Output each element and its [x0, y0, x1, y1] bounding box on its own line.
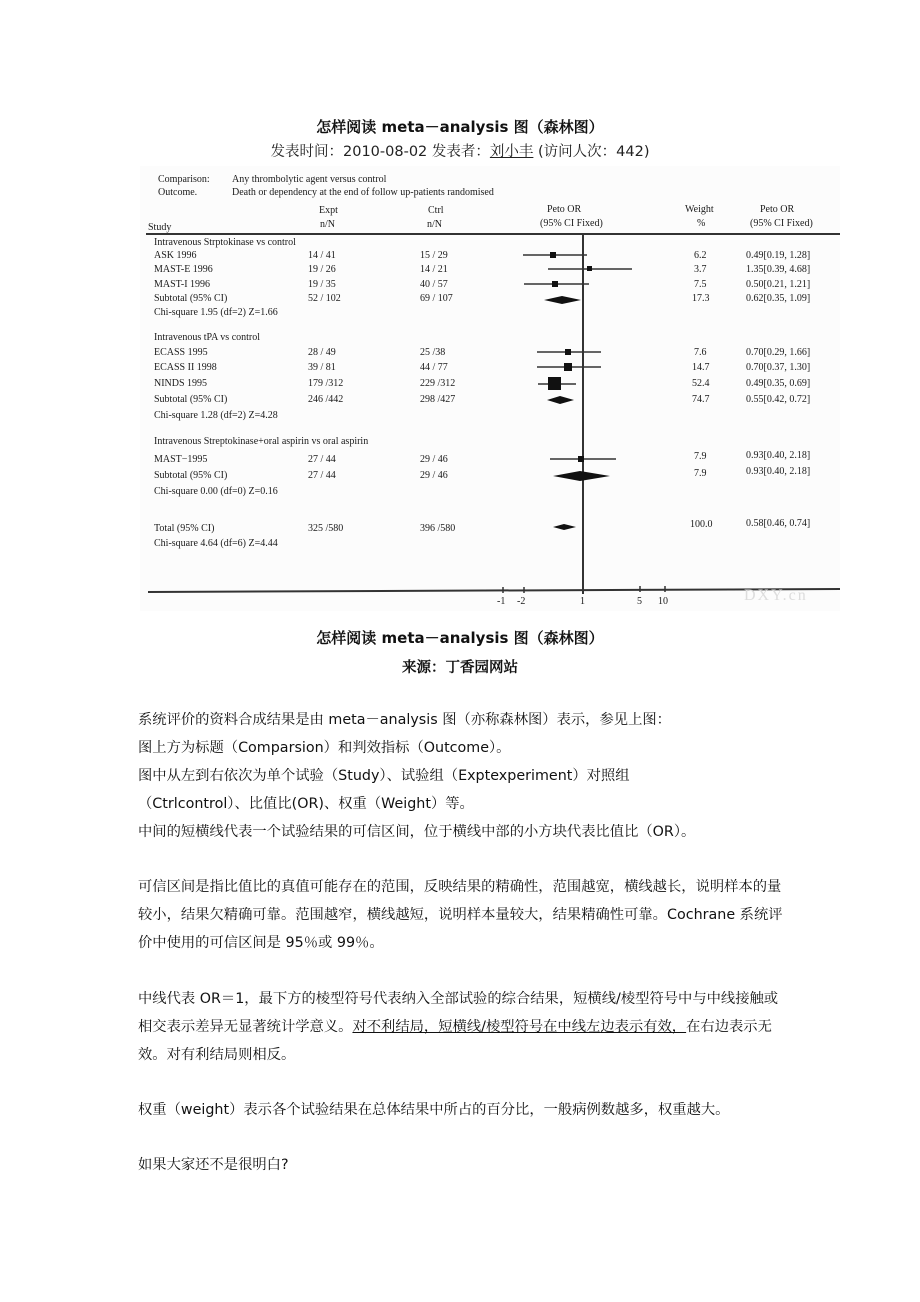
author-link[interactable]: 刘小丰 [489, 144, 534, 160]
comparison-label: Comparison: [158, 174, 210, 185]
or-value: 0.62[0.35, 1.09] [746, 293, 811, 304]
chi-square-text: Chi-square 1.28 (df=2) Z=4.28 [154, 410, 278, 421]
or-value: 0.55[0.42, 0.72] [746, 394, 811, 405]
col-or-top: Peto OR [547, 204, 582, 215]
paragraph-text [138, 985, 788, 1069]
forest-plot-figure [140, 166, 840, 611]
study-name: MAST-E 1996 [154, 264, 213, 275]
ctrl-value: 396 /580 [420, 523, 456, 534]
weight-value: 52.4 [692, 378, 710, 389]
col-expt-top: Expt [319, 205, 338, 216]
article-title: 怎样阅读 meta－analysis 图（森林图） [316, 118, 604, 136]
study-name: ECASS 1995 [154, 347, 208, 358]
or-value: 0.50[0.21, 1.21] [746, 279, 811, 290]
comparison-value: Any thrombolytic agent versus control [232, 174, 387, 185]
study-name: ECASS II 1998 [154, 362, 217, 373]
text-line: 系统评价的资料合成结果是由 meta－analysis 图（亦称森林图）表示，参见上图： [138, 712, 671, 728]
weight-value: 6.2 [694, 250, 707, 261]
ctrl-value: 44 / 77 [420, 362, 448, 373]
col-ctrl-bottom: n/N [427, 219, 442, 230]
weight-value: 17.3 [692, 293, 710, 304]
paragraph-text: 权重（weight）表示各个试验结果在总体结果中所占的百分比，一般病例数越多，权重越大。 [138, 1102, 730, 1118]
study-name: MAST−1995 [154, 454, 208, 465]
axis-tick-label: -2 [517, 596, 526, 607]
weight-value: 7.5 [694, 279, 707, 290]
expt-value: 179 /312 [308, 378, 344, 389]
expt-value: 19 / 26 [308, 264, 336, 275]
group-label: Intravenous tPA vs control [154, 332, 261, 343]
outcome-value: Death or dependency at the end of follow up-patients randomised [232, 187, 494, 198]
expt-value: 39 / 81 [308, 362, 336, 373]
axis-tick-label: -1 [497, 596, 506, 607]
text-line: 图上方为标题（Comparsion）和判效指标（Outcome）。 [138, 740, 511, 756]
ctrl-value: 25 /38 [420, 347, 446, 358]
paragraph-text: 可信区间是指比值比的真值可能存在的范围，反映结果的精确性，范围越宽，横线越长，说明样本的量较小，结果欠精确可靠。范围越窄，横线越短，说明样本量较大，结果精确性可靠。Cochrane 系统评价中使用的可信区间是 95％或 99％。 [138, 879, 783, 951]
axis-tick-label: 1 [580, 596, 585, 607]
col-weight-top: Weight [685, 204, 714, 215]
axis-tick-label: 5 [637, 596, 642, 607]
article-meta [0, 140, 920, 161]
study-name: Subtotal (95% CI) [154, 394, 228, 405]
study-name: Subtotal (95% CI) [154, 293, 228, 304]
paragraph-text: 如果大家还不是很明白? [138, 1157, 289, 1173]
study-name: ASK 1996 [154, 250, 197, 261]
study-name: Subtotal (95% CI) [154, 470, 228, 481]
paragraph-confidence-interval [138, 873, 788, 957]
publish-info: 发表时间：2010-08-02 发表者： [270, 144, 490, 160]
ctrl-value: 29 / 46 [420, 470, 448, 481]
or-value: 0.70[0.29, 1.66] [746, 347, 811, 358]
col-expt-bottom: n/N [320, 219, 335, 230]
outcome-label: Outcome. [158, 187, 198, 198]
expt-value: 246 /442 [308, 394, 344, 405]
col-ctrl-top: Ctrl [428, 205, 444, 216]
figure-caption: 怎样阅读 meta－analysis 图（森林图） [316, 629, 604, 647]
expt-value: 14 / 41 [308, 250, 336, 261]
chi-square-text: Chi-square 4.64 (df=6) Z=4.44 [154, 538, 278, 549]
ctrl-value: 29 / 46 [420, 454, 448, 465]
paragraph-center-line [138, 985, 788, 1069]
weight-value: 7.9 [694, 468, 707, 479]
ctrl-value: 298 /427 [420, 394, 456, 405]
col-or-bottom: (95% CI Fixed) [540, 218, 603, 229]
forest-plot-graphic [140, 166, 840, 611]
paragraph-intro [138, 706, 788, 846]
weight-value: 3.7 [694, 264, 707, 275]
figure-source: 来源：丁香园网站 [402, 660, 518, 676]
weight-value: 14.7 [692, 362, 710, 373]
ctrl-value: 15 / 29 [420, 250, 448, 261]
group-label: Intravenous Streptokinase+oral aspirin vs oral aspirin [154, 436, 369, 447]
or-value: 0.49[0.19, 1.28] [746, 250, 811, 261]
weight-value: 7.6 [694, 347, 707, 358]
study-name: NINDS 1995 [154, 378, 208, 389]
text-line: （Ctrlcontrol）、比值比(OR)、权重（Weight）等。 [138, 796, 474, 812]
text-line: 图中从左到右依次为单个试验（Study）、试验组（Exptexperiment）对照组 [138, 768, 630, 784]
ctrl-value: 229 /312 [420, 378, 456, 389]
text-span: 中线代表 OR＝1，最下方的棱型符号代表纳入全部试验的综合结果，短横线/棱型符号中与中线接触或相交表示差异无显著统计学意义。 [138, 991, 779, 1035]
study-name: MAST-I 1996 [154, 279, 211, 290]
expt-value: 325 /580 [308, 523, 344, 534]
paragraph-weight [138, 1096, 788, 1124]
visit-count: (访问人次：442) [533, 144, 650, 160]
or-value: 0.58[0.46, 0.74] [746, 518, 811, 529]
study-name: Total (95% CI) [154, 523, 215, 534]
group-label: Intravenous Strptokinase vs control [154, 237, 296, 248]
axis-tick-label: 10 [658, 596, 668, 607]
expt-value: 52 / 102 [308, 293, 341, 304]
or-value: 0.49[0.35, 0.69] [746, 378, 811, 389]
col-or2-bottom: (95% CI Fixed) [750, 218, 813, 229]
weight-value: 7.9 [694, 451, 707, 462]
col-weight-bottom: % [697, 218, 706, 229]
weight-value: 100.0 [690, 519, 713, 530]
expt-value: 27 / 44 [308, 470, 336, 481]
or-value: 0.93[0.40, 2.18] [746, 450, 811, 461]
watermark: DXY.cn [744, 587, 808, 604]
text-line: 中间的短横线代表一个试验结果的可信区间，位于横线中部的小方块代表比值比（OR）。 [138, 824, 696, 840]
ctrl-value: 14 / 21 [420, 264, 448, 275]
chi-square-text: Chi-square 0.00 (df=0) Z=0.16 [154, 486, 278, 497]
weight-value: 74.7 [692, 394, 710, 405]
col-study: Study [148, 222, 172, 233]
expt-value: 27 / 44 [308, 454, 336, 465]
chi-square-text: Chi-square 1.95 (df=2) Z=1.66 [154, 307, 278, 318]
paragraph-closing [138, 1151, 788, 1179]
underlined-text: 对不利结局，短横线/棱型符号在中线左边表示有效， [352, 1019, 687, 1035]
expt-value: 28 / 49 [308, 347, 336, 358]
ctrl-value: 40 / 57 [420, 279, 448, 290]
ctrl-value: 69 / 107 [420, 293, 453, 304]
or-value: 1.35[0.39, 4.68] [746, 264, 811, 275]
expt-value: 19 / 35 [308, 279, 336, 290]
or-value: 0.70[0.37, 1.30] [746, 362, 811, 373]
or-value: 0.93[0.40, 2.18] [746, 466, 811, 477]
col-or2-top: Peto OR [760, 204, 795, 215]
text-span: 在右边表示无效。对有利结局则相反。 [138, 1019, 772, 1063]
